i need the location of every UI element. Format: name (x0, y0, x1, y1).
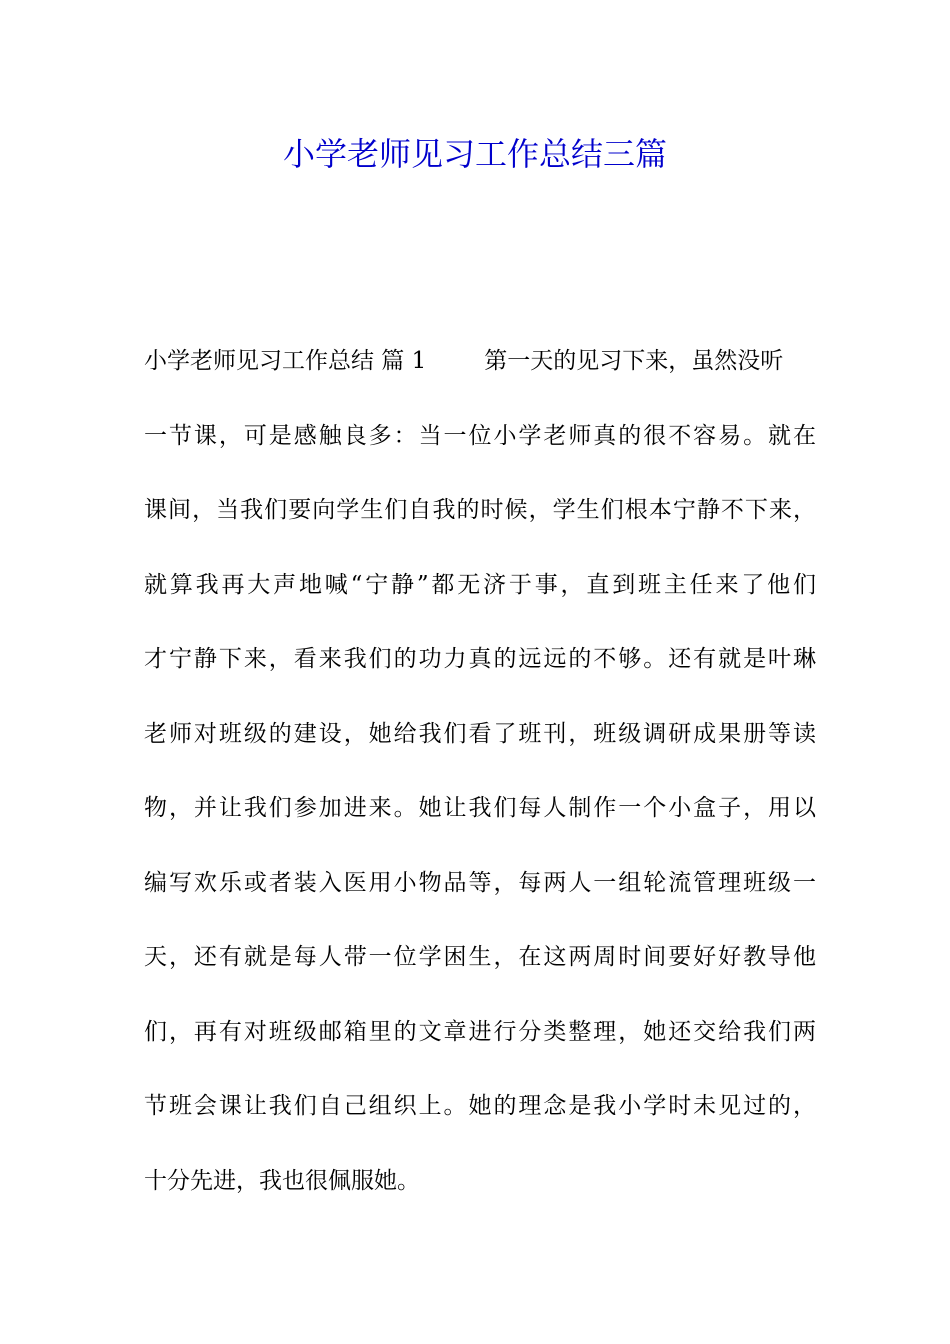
document-body (144, 336, 816, 1230)
paragraph-line: 十分先进，我也很佩服她。 (144, 1167, 420, 1194)
paragraph-line (144, 336, 816, 411)
document-title: 小学老师见习工作总结三篇 (282, 135, 667, 173)
paragraph-line: 物，并让我们参加进来。她让我们每人制作一个小盒子，用以 (144, 795, 816, 821)
paragraph-text: 第一天的见习下来，虽然没听 (484, 348, 784, 374)
paragraph-line: 节班会课让我们自己组织上。她的理念是我小学时未见过的， (144, 1093, 816, 1119)
paragraph-line: 天，还有就是每人带一位学困生，在这两周时间要好好教导他 (144, 944, 816, 970)
paragraph-line: 编写欢乐或者装入医用小物品等，每两人一组轮流管理班级一 (144, 869, 816, 896)
paragraph-line: 课间，当我们要向学生们自我的时候，学生们根本宁静不下来， (144, 497, 816, 523)
paragraph-line: 一节课，可是感触良多：当一位小学老师真的很不容易。就在 (144, 422, 816, 449)
paragraph-line: 才宁静下来，看来我们的功力真的远远的不够。还有就是叶琳 (144, 646, 816, 672)
section-heading: 小学老师见习工作总结 篇 1 (144, 348, 427, 374)
paragraph-line: 老师对班级的建设，她给我们看了班刊，班级调研成果册等读 (144, 720, 816, 747)
paragraph-line: 就算我再大声地喊“宁静”都无济于事，直到班主任来了他们 (144, 571, 816, 598)
paragraph-line: 们，再有对班级邮箱里的文章进行分类整理，她还交给我们两 (144, 1018, 816, 1045)
